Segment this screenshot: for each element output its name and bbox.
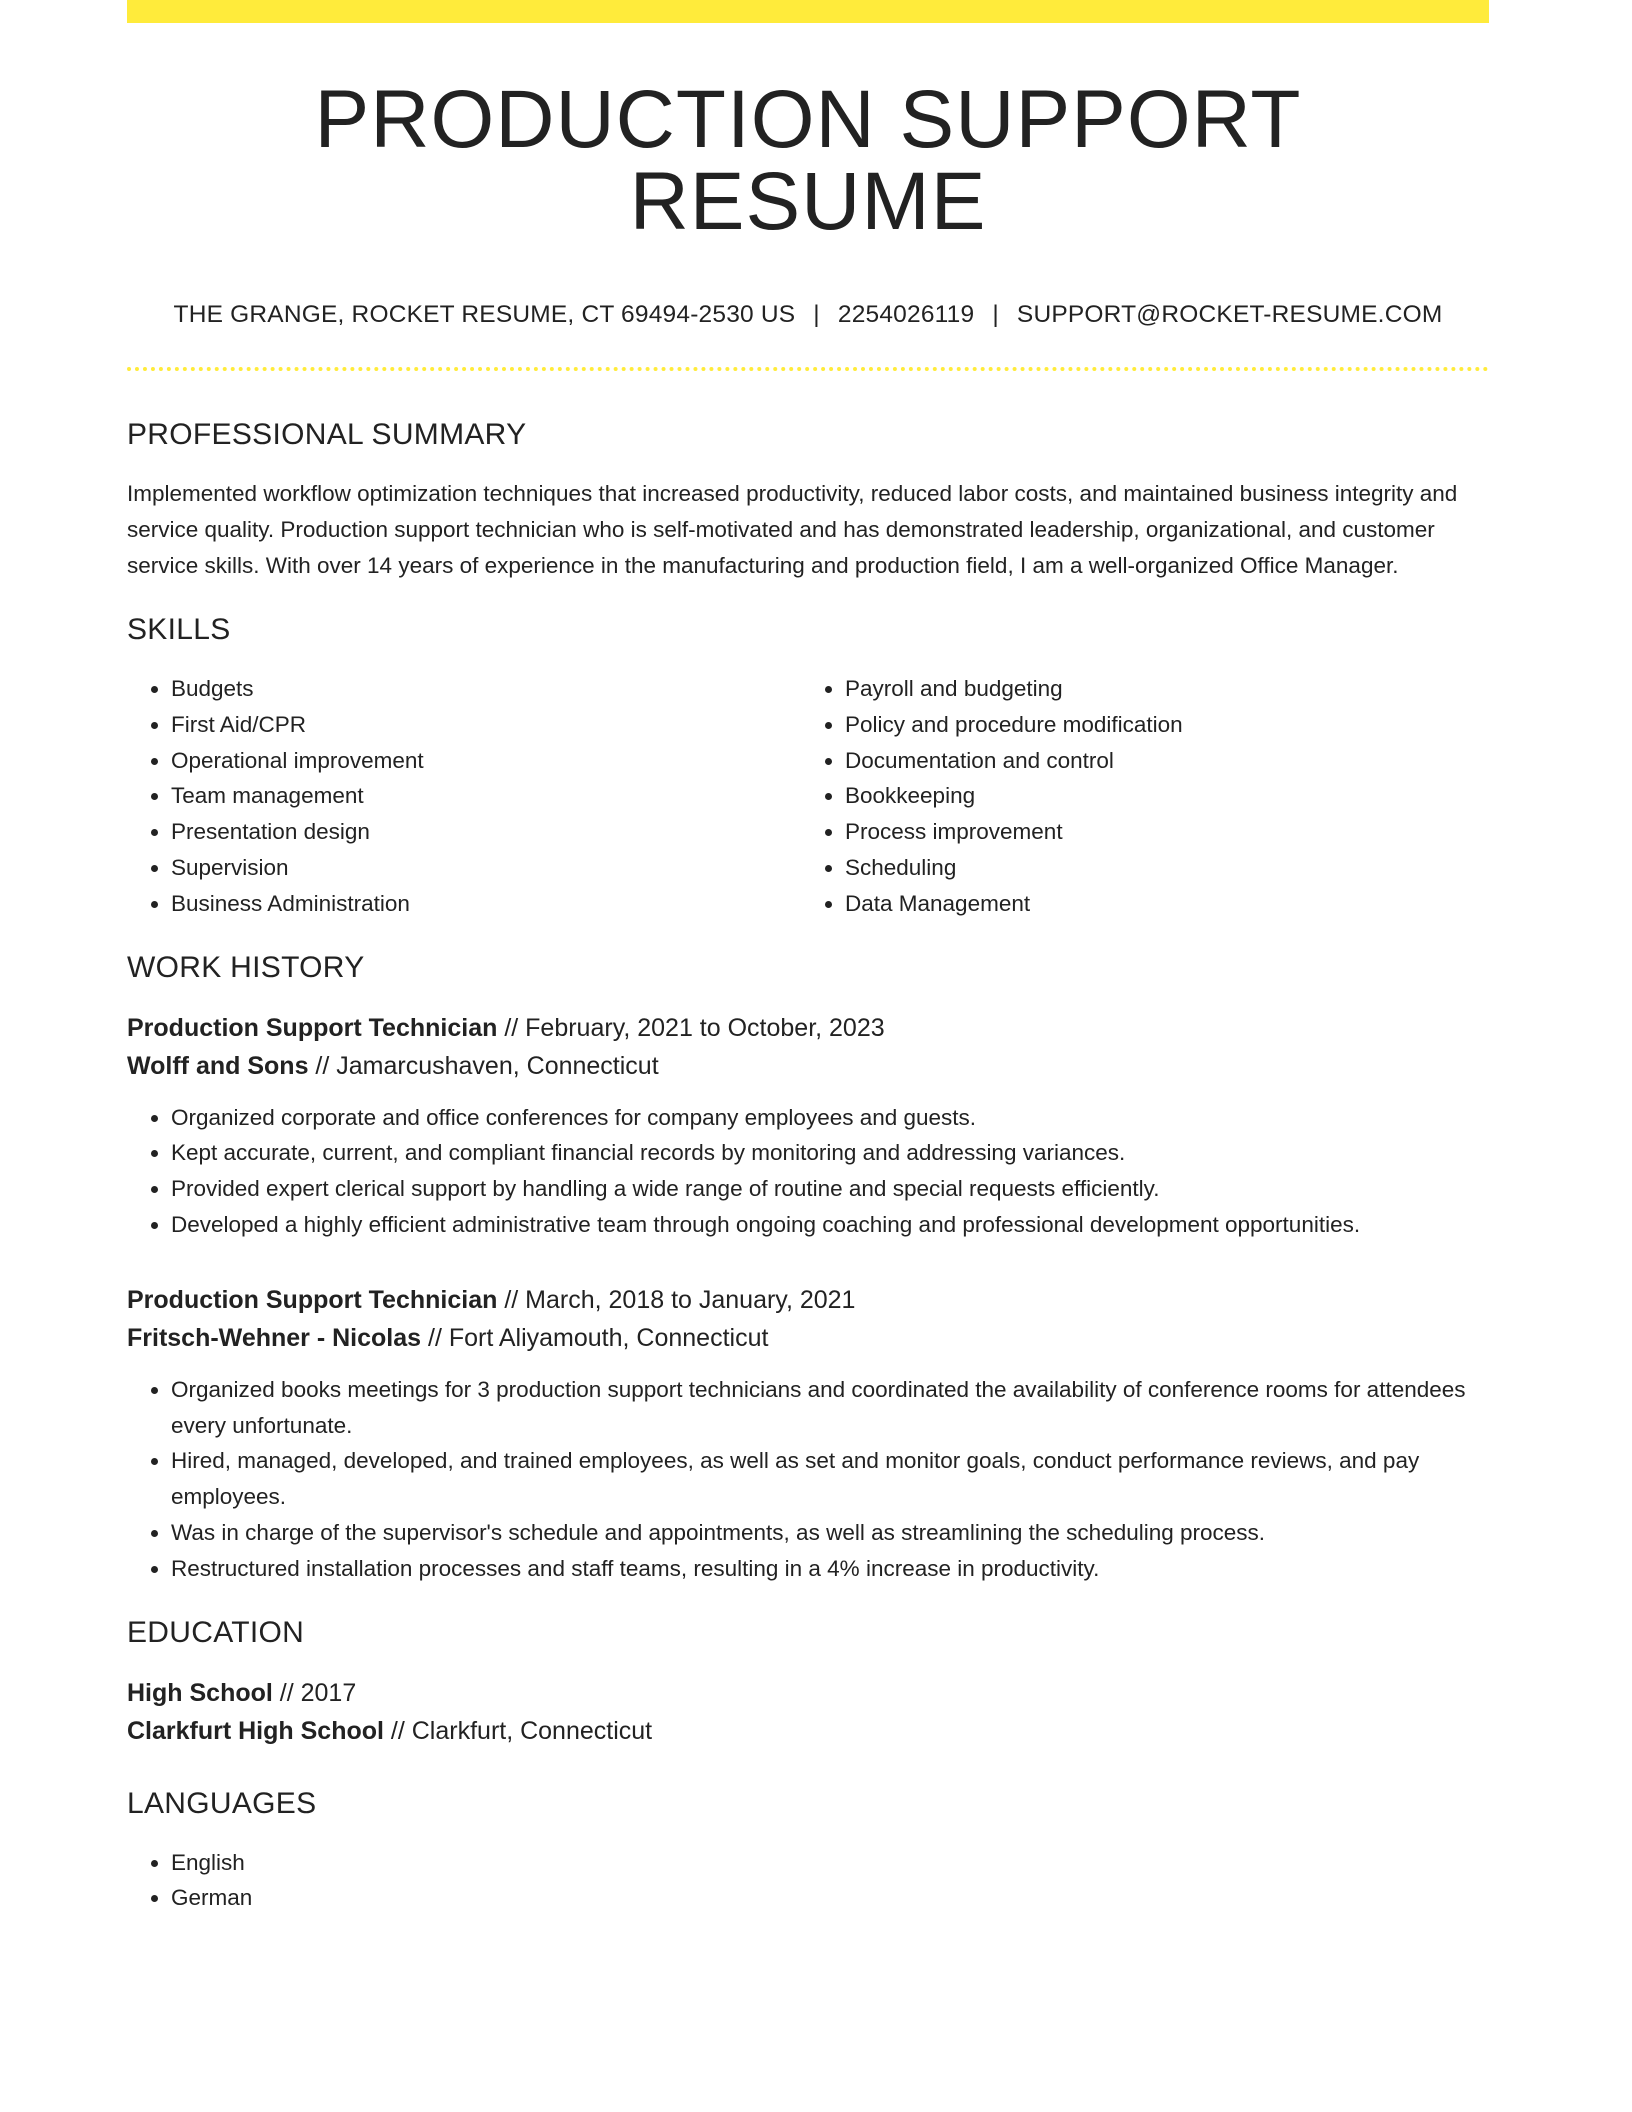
section-title-summary: PROFESSIONAL SUMMARY: [127, 418, 527, 451]
contact-line: [127, 301, 1489, 329]
contact-separator: |: [813, 301, 820, 328]
contact-email: SUPPORT@ROCKET-RESUME.COM: [1016, 301, 1443, 328]
education-school: Clarkfurt High School: [127, 1716, 384, 1745]
job-company-line: [127, 1319, 1489, 1357]
job-bullet: • Was in charge of the supervisor's schedule and appointments, as well as streamlining the scheduling process.: [171, 1515, 1489, 1551]
job-role: Production Support Technician: [127, 1013, 498, 1042]
skill-item: • Presentation design: [171, 814, 799, 850]
job-bullets: [127, 1100, 1489, 1243]
skill-item: • Process improvement: [845, 814, 1473, 850]
accent-top-bar: [127, 0, 1489, 23]
section-title-languages: LANGUAGES: [127, 1786, 317, 1820]
job-bullet: • Hired, managed, developed, and trained employees, as well as set and monitor goals, conduct performance reviews, and pay employees.: [171, 1443, 1489, 1515]
contact-address: THE GRANGE, ROCKET RESUME, CT 69494-2530 US: [173, 301, 796, 328]
job-bullets: [127, 1372, 1489, 1587]
skill-item: • Team management: [171, 778, 799, 814]
skill-item: • Policy and procedure modification: [845, 707, 1473, 743]
education-location: // Clarkfurt, Connecticut: [383, 1716, 653, 1745]
job-bullet: • Developed a highly efficient administrative team through ongoing coaching and professional development opportunities.: [171, 1207, 1489, 1243]
job-dates: // March, 2018 to January, 2021: [497, 1285, 856, 1314]
languages-list: [127, 1845, 1489, 1917]
education-school-line: [127, 1712, 1489, 1750]
job-role-line: [127, 1009, 1489, 1047]
section-title-skills: SKILLS: [127, 613, 231, 646]
summary-text: Implemented workflow optimization techniques that increased productivity, reduced labor costs, and maintained business integrity and service quality. Production support technician who is self-motivated and has demonstrated leadership, organizational, and customer service skills. With over 14 years of experience in the manufacturing and production field, I am a well-organized Office Manager.: [127, 481, 1458, 578]
job-location: // Jamarcushaven, Connecticut: [308, 1051, 659, 1080]
job-company-line: [127, 1047, 1489, 1085]
skill-item: • Operational improvement: [171, 743, 799, 779]
skills-list: [127, 671, 1489, 922]
resume-page: [127, 0, 1489, 1916]
skill-item: • First Aid/CPR: [171, 707, 799, 743]
skill-item: • Data Management: [845, 886, 1473, 922]
job-role: Production Support Technician: [127, 1285, 498, 1314]
skill-item: • Business Administration: [171, 886, 799, 922]
resume-title: PRODUCTION SUPPORT RESUME: [314, 74, 1302, 247]
job-bullet: • Provided expert clerical support by handling a wide range of routine and special requests efficiently.: [171, 1171, 1489, 1207]
education-year: // 2017: [272, 1678, 357, 1707]
dotted-divider: [127, 367, 1489, 371]
job-role-line: [127, 1281, 1489, 1319]
language-item: • English: [171, 1845, 1489, 1881]
education-entry: [127, 1674, 1489, 1750]
contact-phone: 2254026119: [837, 301, 975, 328]
section-title-work-history: WORK HISTORY: [127, 950, 365, 984]
job-company: Fritsch-Wehner - Nicolas: [127, 1323, 422, 1352]
skill-item: • Scheduling: [845, 850, 1473, 886]
job-bullet: • Organized corporate and office conferences for company employees and guests.: [171, 1100, 1489, 1136]
job-location: // Fort Aliyamouth, Connecticut: [421, 1323, 769, 1352]
education-degree-line: [127, 1674, 1489, 1712]
skill-item: • Budgets: [171, 671, 799, 707]
job-company: Wolff and Sons: [127, 1051, 309, 1080]
skill-item: • Supervision: [171, 850, 799, 886]
skill-item: • Bookkeeping: [845, 778, 1473, 814]
skill-item: • Payroll and budgeting: [845, 671, 1473, 707]
job-bullet: • Restructured installation processes and staff teams, resulting in a 4% increase in productivity.: [171, 1551, 1489, 1587]
language-item: • German: [171, 1880, 1489, 1916]
job-dates: // February, 2021 to October, 2023: [497, 1013, 885, 1042]
job-entry: [127, 1009, 1489, 1243]
contact-separator: |: [992, 301, 999, 328]
job-bullet: • Organized books meetings for 3 production support technicians and coordinated the availability of conference rooms for attendees every unfortunate.: [171, 1372, 1489, 1444]
section-title-education: EDUCATION: [127, 1615, 305, 1649]
job-bullet: • Kept accurate, current, and compliant financial records by monitoring and addressing variances.: [171, 1135, 1489, 1171]
education-degree: High School: [127, 1678, 273, 1707]
job-entry: [127, 1281, 1489, 1587]
skills-column-right: [799, 671, 1473, 922]
skill-item: • Documentation and control: [845, 743, 1473, 779]
skills-column-left: [127, 671, 799, 922]
